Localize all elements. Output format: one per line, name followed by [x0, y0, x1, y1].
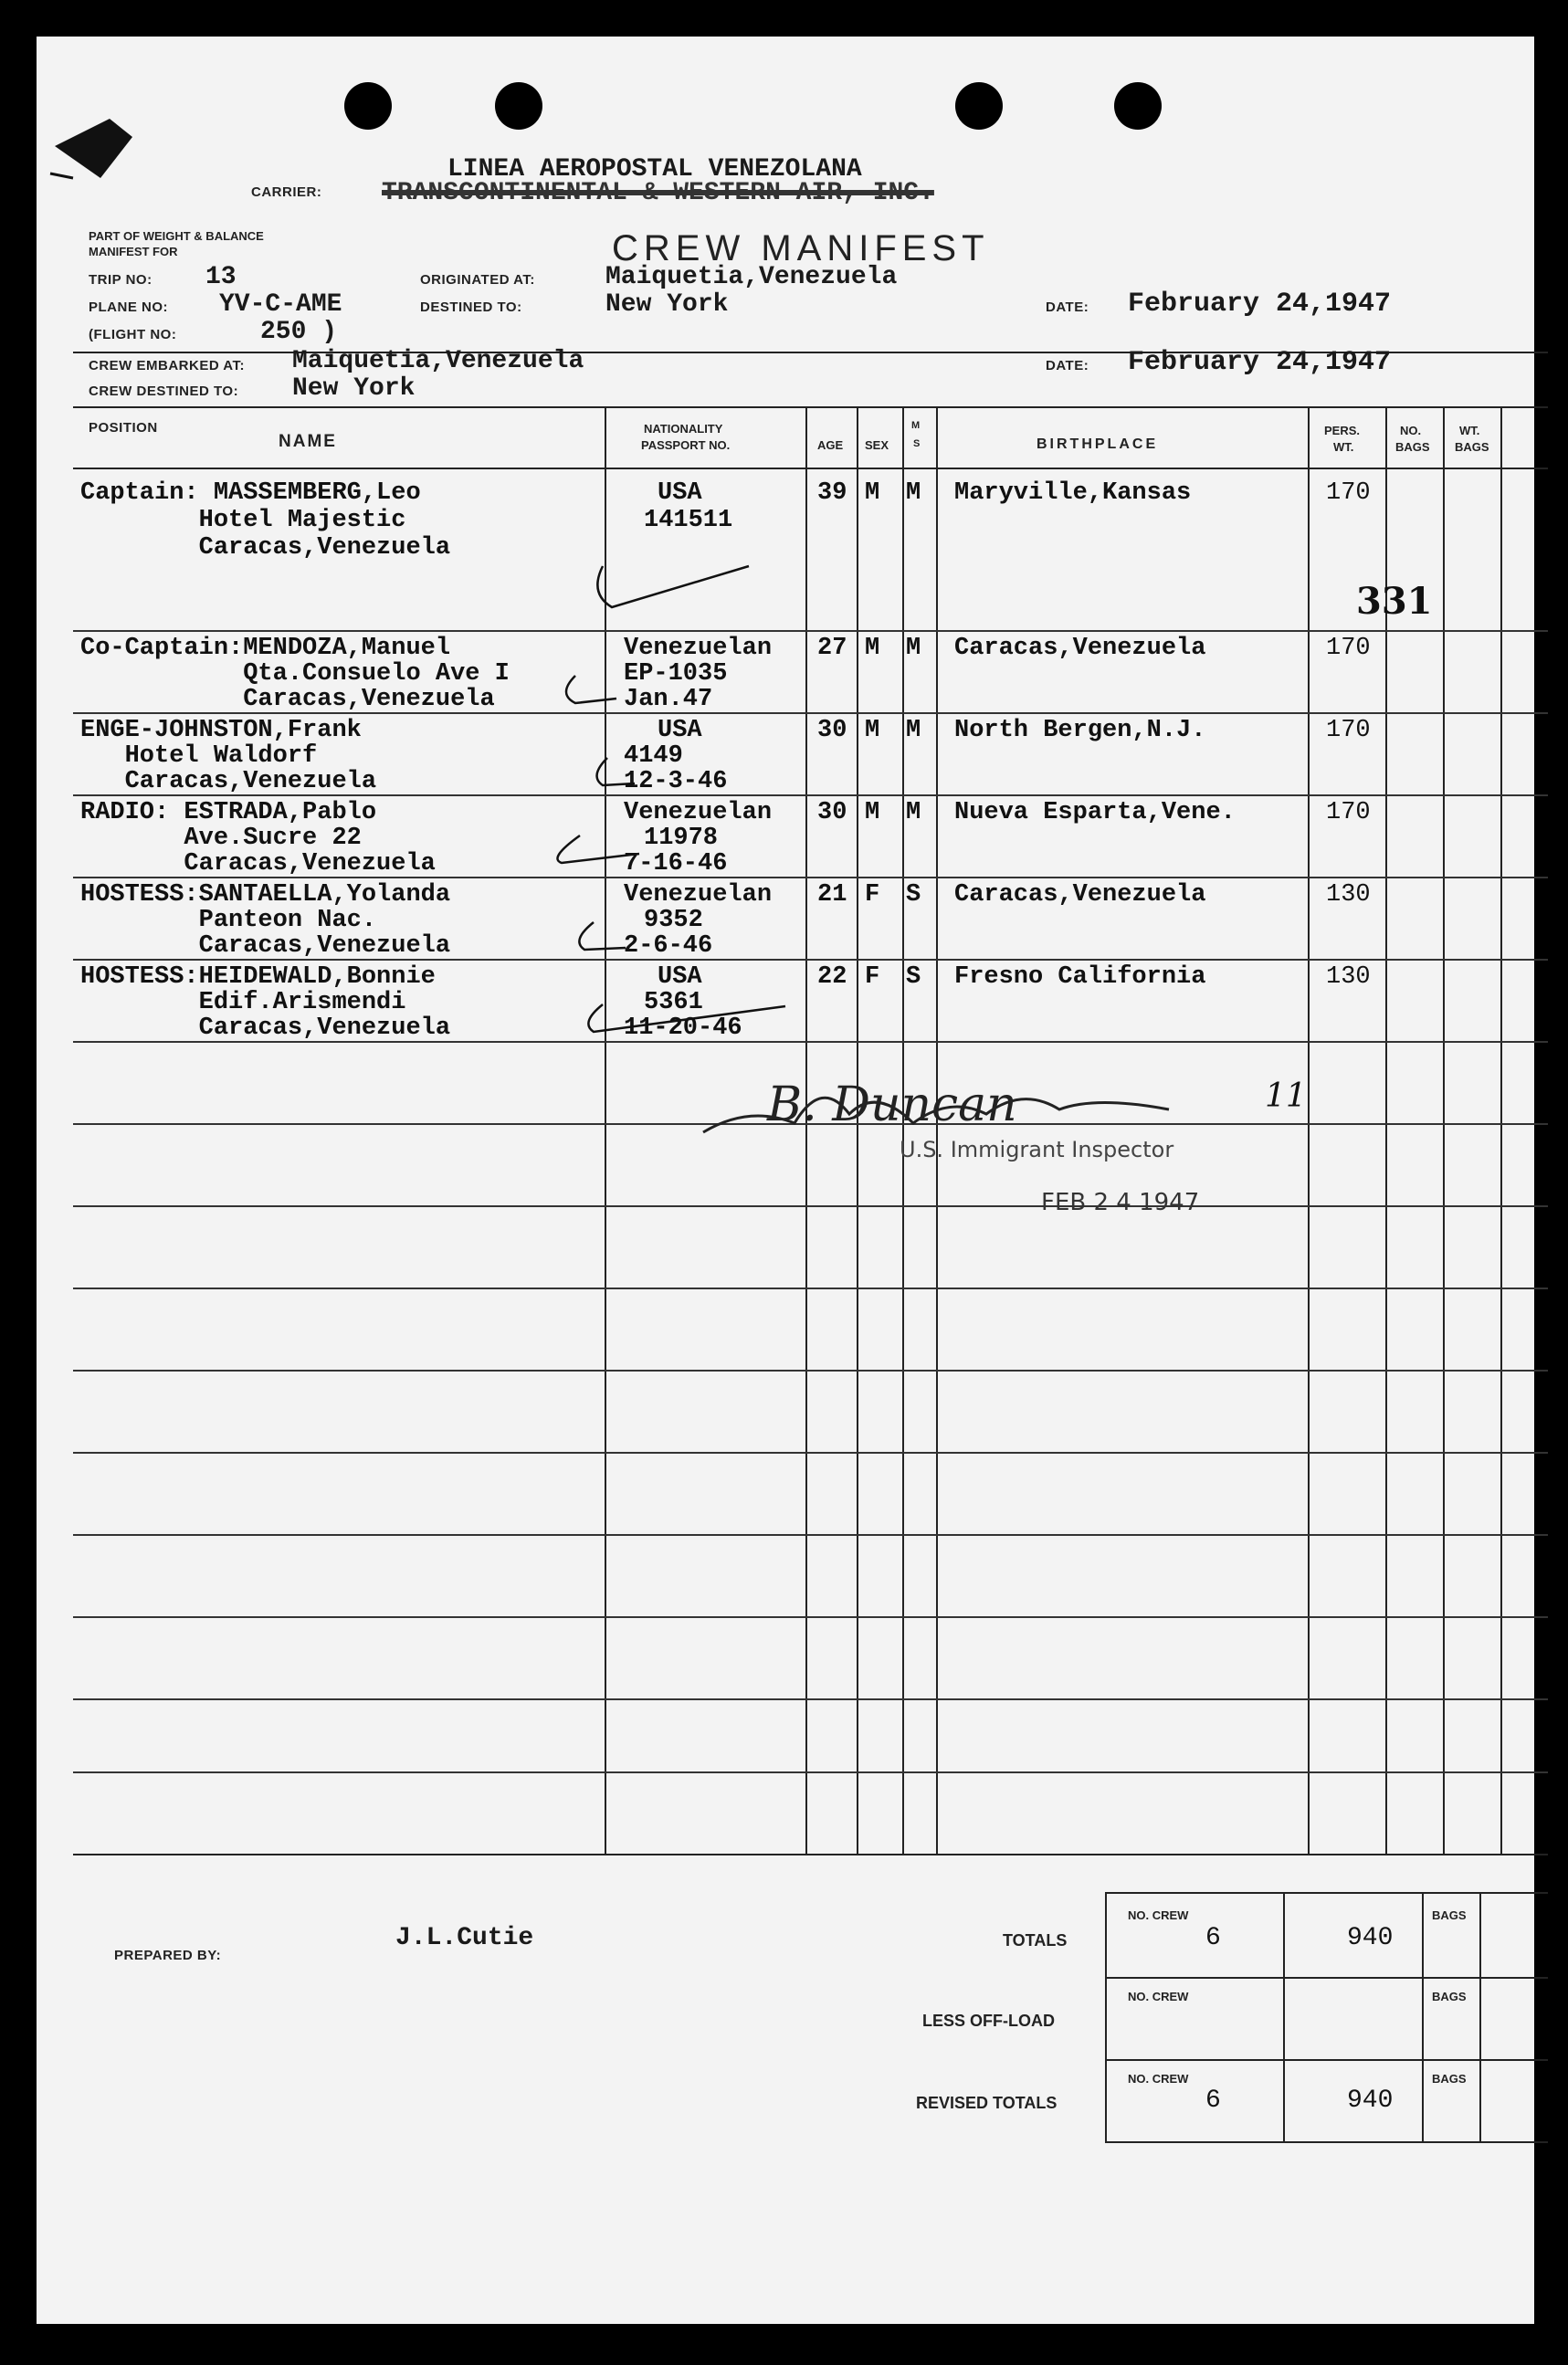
- totals-border: [1283, 1892, 1285, 2143]
- crew-nationality: USA: [658, 963, 702, 991]
- inspector-signature: B. Duncan: [767, 1077, 1017, 1132]
- col-sex: SEX: [865, 438, 889, 452]
- col-pers-wt: WT.: [1333, 440, 1354, 454]
- crew-address-line: Panteon Nac.: [80, 907, 377, 934]
- check-mark-icon: [584, 749, 639, 804]
- column-divider: [1308, 406, 1310, 1854]
- trip-label: TRIP NO:: [89, 272, 153, 288]
- punch-hole: [344, 82, 392, 130]
- col-bags: NO.: [1400, 424, 1422, 437]
- crew-passport: 4149: [624, 742, 683, 770]
- crew-passport-date: Jan.47: [624, 686, 713, 713]
- check-mark-icon: [584, 548, 767, 621]
- crew-nationality: Venezuelan: [624, 881, 773, 909]
- crew-age: 21: [817, 881, 847, 909]
- column-divider: [605, 406, 606, 1854]
- crew-city-line: Caracas,Venezuela: [80, 932, 451, 960]
- date2-value: February 24,1947: [1128, 347, 1392, 378]
- crew-birthplace: Fresno California: [954, 963, 1206, 991]
- crew-passport: 11978: [644, 825, 719, 852]
- crew-address-line: Ave.Sucre 22: [80, 825, 362, 852]
- carrier-label: CARRIER:: [251, 184, 322, 200]
- crew-birthplace: Caracas,Venezuela: [954, 635, 1206, 662]
- plane-label: PLANE NO:: [89, 300, 168, 315]
- crew-marital: M: [906, 799, 921, 826]
- date-value: February 24,1947: [1128, 289, 1392, 320]
- trip-number: 13: [205, 263, 237, 291]
- crew-nationality: USA: [658, 717, 702, 744]
- crew-birthplace: North Bergen,N.J.: [954, 717, 1206, 744]
- crew-passport: 141511: [644, 507, 733, 534]
- crew-weight: 130: [1326, 963, 1371, 991]
- plane-number: YV-C-AME: [219, 290, 342, 319]
- destined-value: New York: [605, 290, 729, 319]
- check-mark-icon: [543, 826, 644, 881]
- crew-passport: EP-1035: [624, 660, 728, 688]
- revised-crew-weight: 940: [1347, 2086, 1394, 2115]
- crew-name-line: RADIO: ESTRADA,Pablo: [80, 799, 377, 826]
- crew-destined-label: CREW DESTINED TO:: [89, 384, 239, 399]
- destined-label: DESTINED TO:: [420, 300, 522, 315]
- crew-birthplace: Maryville,Kansas: [954, 479, 1192, 507]
- crew-sex: F: [865, 881, 880, 909]
- crew-city-line: Caracas,Venezuela: [80, 686, 495, 713]
- col-birthplace: BIRTHPLACE: [1037, 436, 1159, 452]
- crew-birthplace: Nueva Esparta,Vene.: [954, 799, 1236, 826]
- col-wt-bags-2: BAGS: [1455, 440, 1489, 454]
- crew-birthplace: Caracas,Venezuela: [954, 881, 1206, 909]
- originated-value: Maiquetia,Venezuela: [605, 263, 898, 291]
- crew-sex: M: [865, 799, 880, 826]
- check-mark-icon: [557, 667, 621, 721]
- inspector-initials: 11: [1265, 1077, 1307, 1115]
- row-line: [73, 1452, 1548, 1454]
- date-label: DATE:: [1046, 300, 1089, 315]
- flight-number: 250 ): [260, 318, 338, 346]
- crew-name-line: Co-Captain:MENDOZA,Manuel: [80, 635, 451, 662]
- crew-address-line: Hotel Majestic: [80, 507, 406, 534]
- bags-label: BAGS: [1432, 2072, 1467, 2086]
- date2-label: DATE:: [1046, 358, 1089, 373]
- column-divider: [1500, 406, 1502, 1854]
- crew-name-line: HOSTESS:HEIDEWALD,Bonnie: [80, 963, 436, 991]
- crew-passport: 5361: [644, 989, 703, 1016]
- crew-marital: S: [906, 963, 921, 991]
- crew-destined-value: New York: [292, 374, 416, 403]
- less-offload-label: LESS OFF-LOAD: [922, 2012, 1055, 2030]
- revised-crew-count: 6: [1205, 2086, 1221, 2115]
- check-mark-icon: [575, 995, 795, 1050]
- col-passport: PASSPORT NO.: [641, 438, 731, 452]
- crew-age: 39: [817, 479, 847, 507]
- crew-passport-date: 2-6-46: [624, 932, 713, 960]
- crew-passport-date: 11-20-46: [624, 1014, 742, 1042]
- crew-weight: 170: [1326, 479, 1371, 507]
- punch-hole: [495, 82, 542, 130]
- embarked-value: Maiquetia,Venezuela: [292, 347, 584, 375]
- totals-bottom-line: [1105, 2141, 1548, 2143]
- crew-weight: 130: [1326, 881, 1371, 909]
- carrier-struck-name: TRANSCONTINENTAL & WESTERN AIR, INC.: [382, 179, 934, 207]
- no-crew-label: NO. CREW: [1128, 1908, 1189, 1922]
- crew-name-line: HOSTESS:SANTAELLA,Yolanda: [80, 881, 451, 909]
- crew-nationality: Venezuelan: [624, 635, 773, 662]
- crew-name-line: ENGE-JOHNSTON,Frank: [80, 717, 362, 744]
- crew-name-line: Captain: MASSEMBERG,Leo: [80, 479, 421, 507]
- form-title: CREW MANIFEST: [612, 228, 990, 268]
- part-of-label: PART OF WEIGHT & BALANCE MANIFEST FOR: [89, 229, 264, 258]
- inspection-date-stamp: FEB 2 4 1947: [1041, 1189, 1200, 1216]
- totals-line: [1105, 2059, 1548, 2061]
- no-crew-label: NO. CREW: [1128, 1990, 1189, 2003]
- bags-total-note: 331: [1356, 580, 1433, 623]
- embarked-label: CREW EMBARKED AT:: [89, 358, 245, 373]
- crew-address-line: Qta.Consuelo Ave I: [80, 660, 510, 688]
- col-name: NAME: [279, 432, 337, 451]
- row-line: [73, 1370, 1548, 1372]
- crew-weight: 170: [1326, 717, 1371, 744]
- crew-city-line: Caracas,Venezuela: [80, 1014, 451, 1042]
- originated-label: ORIGINATED AT:: [420, 272, 535, 288]
- bags-label: BAGS: [1432, 1990, 1467, 2003]
- crew-weight: 170: [1326, 635, 1371, 662]
- col-bags-2: BAGS: [1395, 440, 1430, 454]
- row-line: [73, 1698, 1548, 1700]
- total-crew-weight: 940: [1347, 1924, 1394, 1952]
- bags-label: BAGS: [1432, 1908, 1467, 1922]
- crew-address-line: Edif.Arismendi: [80, 989, 406, 1016]
- row-line: [73, 1534, 1548, 1536]
- crew-nationality: USA: [658, 479, 702, 507]
- row-line: [73, 1288, 1548, 1289]
- totals-border: [1422, 1892, 1424, 2143]
- crew-age: 30: [817, 717, 847, 744]
- totals-line: [1105, 1977, 1548, 1979]
- crew-city-line: Caracas,Venezuela: [80, 768, 377, 795]
- flight-label: (FLIGHT NO:: [89, 327, 177, 342]
- totals-border: [1479, 1892, 1481, 2143]
- no-crew-label: NO. CREW: [1128, 2072, 1189, 2086]
- crew-passport: 9352: [644, 907, 703, 934]
- table-bottom-line: [73, 1854, 1548, 1855]
- torn-corner-mark: [46, 91, 155, 192]
- prepared-by-label: PREPARED BY:: [114, 1948, 222, 1963]
- crew-address-line: Hotel Waldorf: [80, 742, 318, 770]
- inspector-title-stamp: U.S. Immigrant Inspector: [900, 1137, 1174, 1162]
- crew-nationality: Venezuelan: [624, 799, 773, 826]
- total-crew-count: 6: [1205, 1924, 1221, 1952]
- col-wt-bags: WT.: [1459, 424, 1480, 437]
- crew-sex: M: [865, 635, 880, 662]
- column-divider: [1385, 406, 1387, 1854]
- check-mark-icon: [566, 913, 630, 968]
- col-age: AGE: [817, 438, 844, 452]
- row-line: [73, 1205, 1548, 1207]
- row-line: [73, 1616, 1548, 1618]
- crew-city-line: Caracas,Venezuela: [80, 850, 436, 878]
- punch-hole: [1114, 82, 1162, 130]
- crew-marital: S: [906, 881, 921, 909]
- carrier-name: LINEA AEROPOSTAL VENEZOLANA: [447, 155, 862, 184]
- header-bottom-line: [73, 468, 1548, 469]
- row-line: [73, 630, 1548, 632]
- manifest-paper: [37, 37, 1534, 2324]
- crew-city-line: Caracas,Venezuela: [80, 534, 451, 562]
- crew-passport-date: 12-3-46: [624, 768, 728, 795]
- crew-weight: 170: [1326, 799, 1371, 826]
- crew-age: 30: [817, 799, 847, 826]
- revised-totals-label: REVISED TOTALS: [916, 2094, 1058, 2112]
- punch-hole: [955, 82, 1003, 130]
- crew-sex: M: [865, 479, 880, 507]
- totals-label: TOTALS: [1003, 1931, 1068, 1950]
- crew-age: 22: [817, 963, 847, 991]
- crew-age: 27: [817, 635, 847, 662]
- crew-marital: M: [906, 479, 921, 507]
- crew-sex: F: [865, 963, 880, 991]
- col-ms-1: M: [911, 420, 921, 431]
- totals-border: [1105, 1892, 1107, 2143]
- prepared-by-name: J.L.Cutie: [395, 1924, 534, 1952]
- column-divider: [1443, 406, 1445, 1854]
- crew-passport-date: 7-16-46: [624, 850, 728, 878]
- col-ms-2: S: [913, 438, 921, 449]
- table-top-line: [73, 406, 1548, 408]
- col-pers: PERS.: [1324, 424, 1361, 437]
- row-line: [73, 1771, 1548, 1773]
- crew-marital: M: [906, 717, 921, 744]
- crew-sex: M: [865, 717, 880, 744]
- crew-marital: M: [906, 635, 921, 662]
- totals-top-line: [1105, 1892, 1548, 1894]
- col-nationality: NATIONALITY: [644, 422, 723, 436]
- col-position: POSITION: [89, 420, 158, 436]
